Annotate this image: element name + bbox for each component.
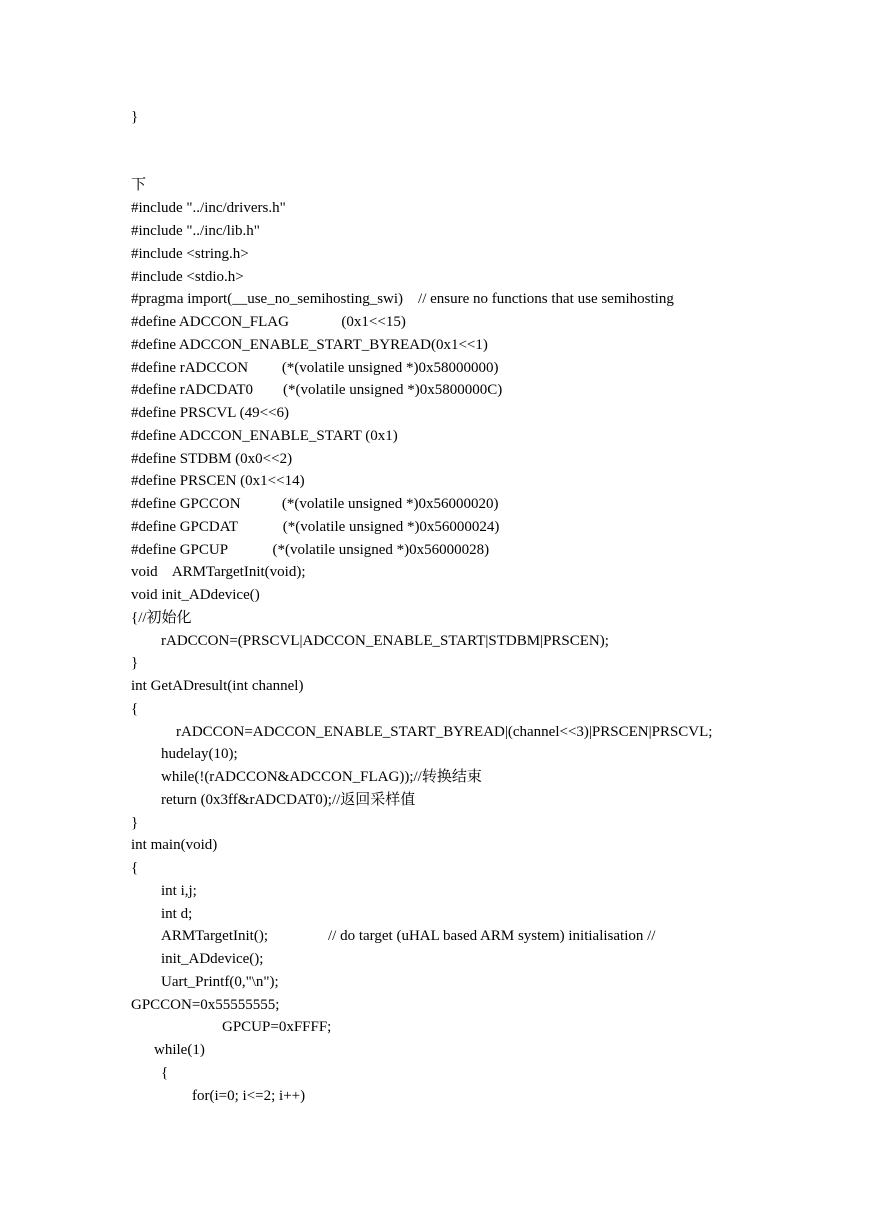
- code-line: #include <string.h>: [131, 246, 249, 262]
- code-line: Uart_Printf(0,"\n");: [161, 974, 279, 990]
- code-line: }: [131, 655, 139, 671]
- code-line: {: [131, 701, 139, 717]
- code-line: for(i=0; i<=2; i++): [192, 1088, 306, 1104]
- code-line: #define rADCCON (*(volatile unsigned *)0x58000000): [131, 360, 499, 376]
- code-line: #include "../inc/drivers.h": [131, 200, 286, 216]
- code-line: #include <stdio.h>: [131, 269, 244, 285]
- code-line: }: [131, 109, 139, 125]
- code-line: ARMTargetInit(); // do target (uHAL based ARM system) initialisation //: [161, 928, 656, 944]
- code-line: GPCUP=0xFFFF;: [222, 1019, 332, 1035]
- code-line: GPCCON=0x55555555;: [131, 997, 280, 1013]
- code-line: #define ADCCON_FLAG (0x1<<15): [131, 314, 406, 330]
- code-line: return (0x3ff&rADCDAT0);//返回采样值: [161, 792, 416, 808]
- code-line: #define ADCCON_ENABLE_START_BYREAD(0x1<<1): [131, 337, 488, 353]
- code-line: rADCCON=(PRSCVL|ADCCON_ENABLE_START|STDBM|PRSCEN);: [161, 633, 609, 649]
- code-line: {: [131, 860, 139, 876]
- code-line: void init_ADdevice(): [131, 587, 260, 603]
- code-line: #define GPCCON (*(volatile unsigned *)0x56000020): [131, 496, 499, 512]
- code-line: #define GPCDAT (*(volatile unsigned *)0x56000024): [131, 519, 500, 535]
- code-line: init_ADdevice();: [161, 951, 264, 967]
- code-line: while(1): [154, 1042, 205, 1058]
- code-line: #define GPCUP (*(volatile unsigned *)0x56000028): [131, 542, 490, 558]
- code-line: hudelay(10);: [161, 746, 238, 762]
- code-line: int i,j;: [161, 883, 197, 899]
- code-line: #define rADCDAT0 (*(volatile unsigned *)0x5800000C): [131, 382, 503, 398]
- code-line: #define ADCCON_ENABLE_START (0x1): [131, 428, 398, 444]
- code-line: rADCCON=ADCCON_ENABLE_START_BYREAD|(channel<<3)|PRSCEN|PRSCVL;: [176, 724, 713, 740]
- code-line: #include "../inc/lib.h": [131, 223, 260, 239]
- code-line: #define PRSCVL (49<<6): [131, 405, 290, 421]
- code-line: #define PRSCEN (0x1<<14): [131, 473, 305, 489]
- code-line: int d;: [161, 906, 193, 922]
- code-line: #pragma import(__use_no_semihosting_swi) // ensure no functions that use semihosting: [131, 291, 674, 307]
- code-line: {//初始化: [131, 610, 192, 626]
- code-line: 下: [131, 177, 147, 193]
- code-line: int main(void): [131, 837, 218, 853]
- code-line: }: [131, 815, 139, 831]
- code-line: #define STDBM (0x0<<2): [131, 451, 293, 467]
- code-line: void ARMTargetInit(void);: [131, 564, 306, 580]
- code-line: int GetADresult(int channel): [131, 678, 304, 694]
- code-line: while(!(rADCCON&ADCCON_FLAG));//转换结束: [161, 769, 482, 785]
- code-line: {: [161, 1065, 169, 1081]
